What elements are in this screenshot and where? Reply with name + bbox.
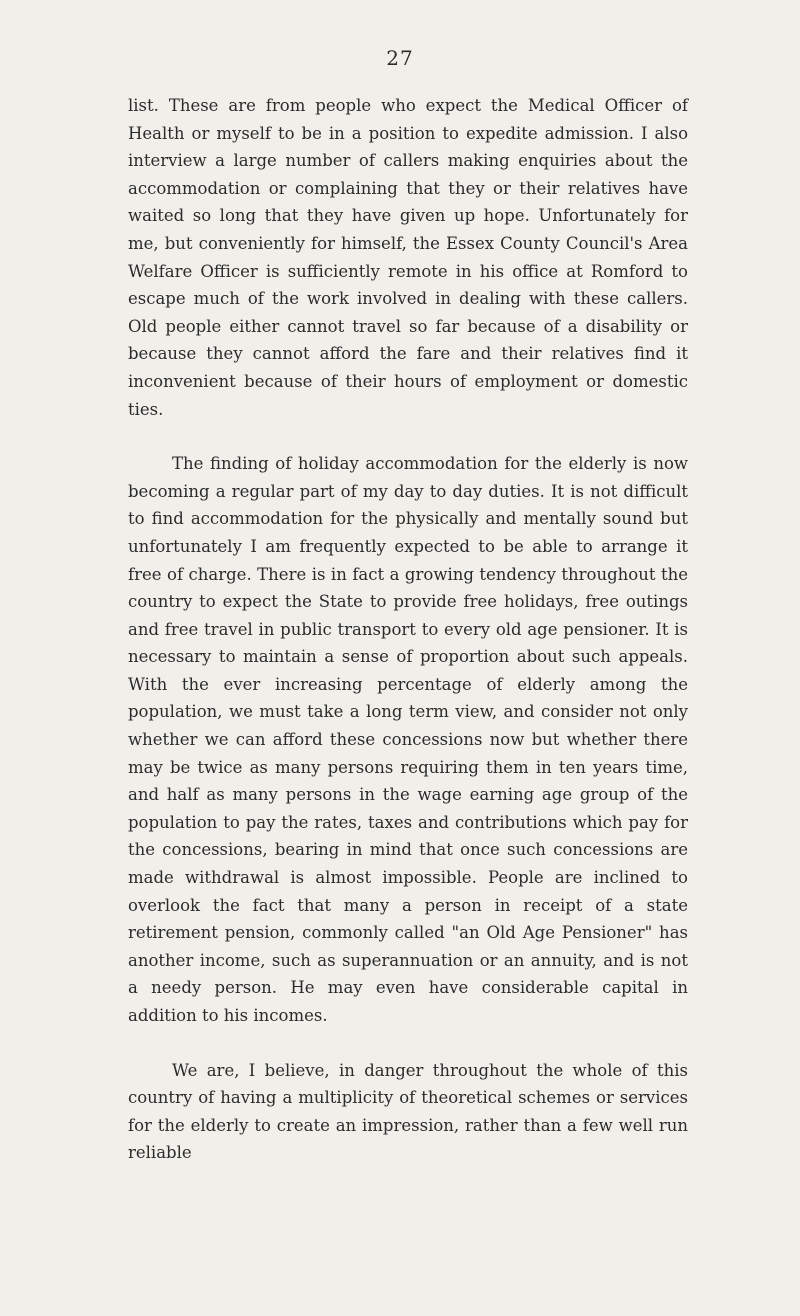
body-text <box>128 92 688 1167</box>
paragraph-continuation: list. These are from people who expect the Medical Officer of Health or myself to be in a position to expedite admission. I also interview a large number of callers making enquiries about the accommodation or complaining that they or their relatives have waited so long that they have given up hope. Unfortunately for me, but conveniently for himself, the Essex County Council's Area Welfare Officer is sufficiently remote in his office at Romford to escape much of the work involved in dealing with these callers. Old people either cannot travel so far because of a disability or because they cannot afford the fare and their relatives find it inconvenient because of their hours of employment or domestic ties. <box>128 96 688 419</box>
page-number: 27 <box>386 46 414 70</box>
paragraph-holiday-accommodation: The finding of holiday accommodation for the elderly is now becoming a regular part of my day to day duties. It is not difficult to find accommodation for the physically and mentally sound but unfortunately I am frequently expected to be able to arrange it free of charge. There is in fact a growing tendency throughout the country to expect the State to provide free holidays, free outings and free travel in public transport to every old age pensioner. It is necessary to maintain a sense of proportion about such appeals. With the ever increasing percentage of elderly among the population, we must take a long term view, and consider not only whether we can afford these concessions now but whether there may be twice as many persons requiring them in ten years time, and half as many persons in the wage earning age group of the population to pay the rates, taxes and contributions which pay for the concessions, bearing in mind that once such concessions are made withdrawal is almost impossible. People are inclined to overlook the fact that many a person in receipt of a state retirement pension, commonly called "an Old Age Pensioner" has another income, such as superannuation or an annuity, and is not a needy person. He may even have considerable capital in addition to his incomes. <box>128 454 688 1025</box>
paragraph-multiplicity-of-schemes: We are, I believe, in danger throughout the whole of this country of having a multiplicity of theoretical schemes or services for the elderly to create an impression, rather than a few well run reliable <box>128 1060 688 1163</box>
